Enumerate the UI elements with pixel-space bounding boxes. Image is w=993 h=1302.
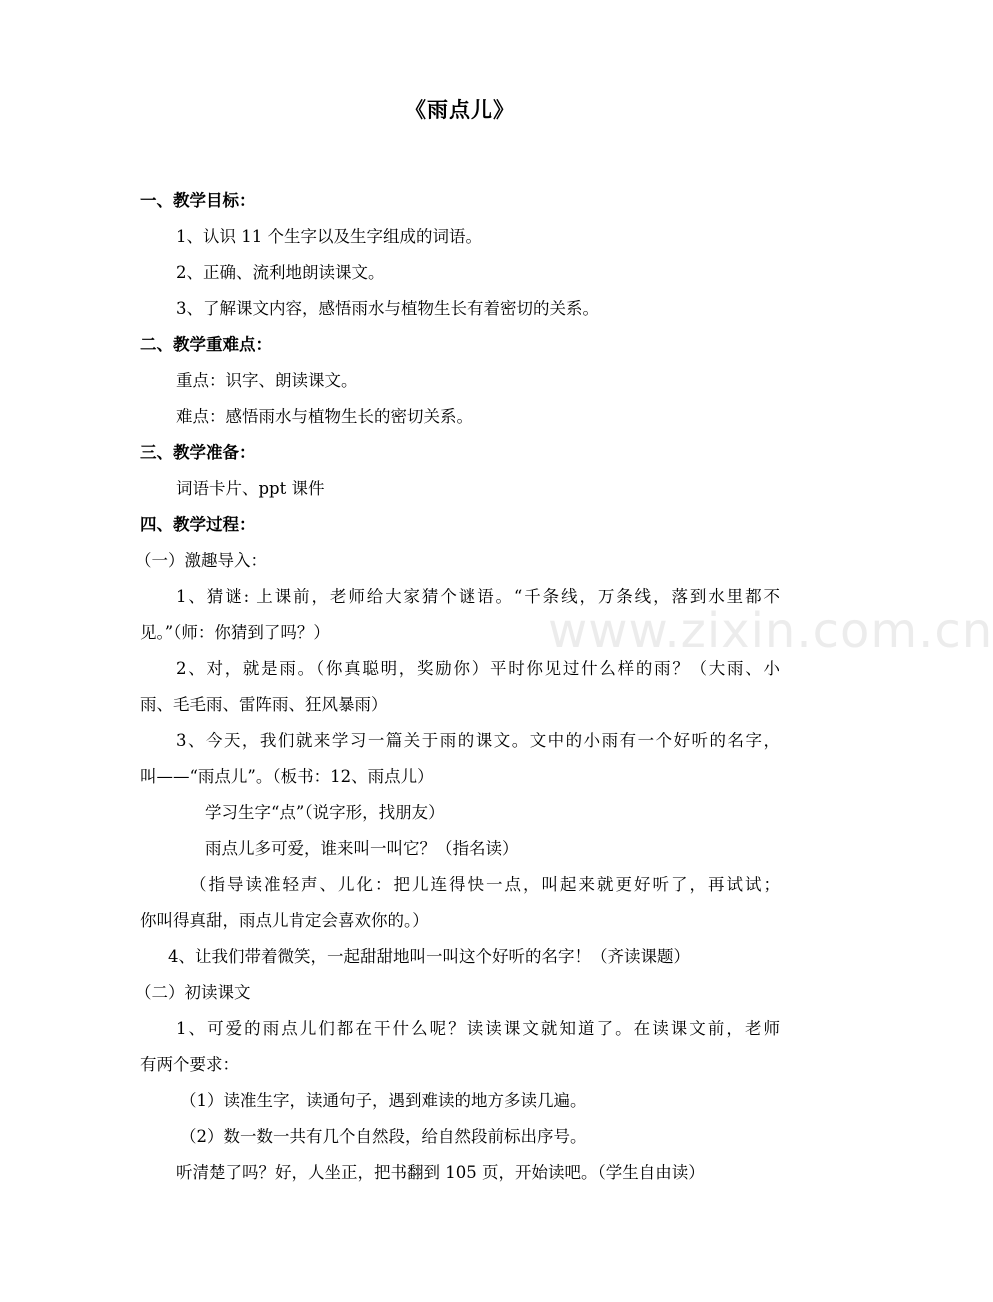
section-heading-key-points: 二、教学重难点：	[140, 335, 272, 354]
paragraph-line: 1、认识 11 个生字以及生字组成的词语。	[176, 227, 482, 246]
paragraph-line: （2）数一数一共有几个自然段，给自然段前标出序号。	[180, 1127, 587, 1146]
paragraph-line: 3、了解课文内容，感悟雨水与植物生长有着密切的关系。	[176, 299, 599, 318]
paragraph-line: 有两个要求：	[140, 1055, 239, 1074]
subsection-heading: （二）初读课文	[135, 983, 251, 1002]
paragraph-line: 2、正确、流利地朗读课文。	[176, 263, 385, 282]
paragraph-line: （指导读准轻声、儿化：把儿连得快一点，叫起来就更好听了，再试试；	[190, 875, 780, 894]
paragraph-line: 1、可爱的雨点儿们都在干什么呢？读读课文就知道了。在读课文前，老师	[176, 1019, 780, 1038]
section-heading-preparation: 三、教学准备：	[140, 443, 256, 462]
paragraph-line: （1）读准生字，读通句子，遇到难读的地方多读几遍。	[180, 1091, 587, 1110]
section-heading-process: 四、教学过程：	[140, 515, 256, 534]
paragraph-line: 学习生字“点”（说字形，找朋友）	[205, 803, 445, 822]
paragraph-line: 1、猜谜: 上课前，老师给大家猜个谜语。“千条线，万条线，落到水里都不	[176, 587, 780, 606]
paragraph-line: 4、让我们带着微笑，一起甜甜地叫一叫这个好听的名字！（齐读课题）	[168, 947, 690, 966]
paragraph-line: 词语卡片、ppt 课件	[176, 479, 325, 498]
paragraph-line: 见。”（师：你猜到了吗？）	[140, 623, 330, 642]
paragraph-line: 难点：感悟雨水与植物生长的密切关系。	[176, 407, 473, 426]
document-title: 《雨点儿》	[405, 97, 515, 122]
paragraph-line: 雨、毛毛雨、雷阵雨、狂风暴雨）	[140, 695, 388, 714]
watermark: www.zixin.com.cn	[548, 603, 993, 659]
subsection-heading: （一）激趣导入：	[135, 551, 267, 570]
paragraph-line: 听清楚了吗？好，人坐正，把书翻到 105 页，开始读吧。（学生自由读）	[176, 1163, 705, 1182]
paragraph-line: 重点：识字、朗读课文。	[176, 371, 358, 390]
paragraph-line: 雨点儿多可爱，谁来叫一叫它？（指名读）	[205, 839, 519, 858]
paragraph-line: 你叫得真甜，雨点儿肯定会喜欢你的。）	[140, 911, 429, 930]
paragraph-line: 2、对，就是雨。（你真聪明，奖励你）平时你见过什么样的雨？（大雨、小	[176, 659, 780, 678]
section-heading-goals: 一、教学目标：	[140, 191, 256, 210]
paragraph-line: 3、今天，我们就来学习一篇关于雨的课文。文中的小雨有一个好听的名字，	[176, 731, 780, 750]
paragraph-line: 叫——“雨点儿”。（板书：12、雨点儿）	[140, 767, 434, 786]
